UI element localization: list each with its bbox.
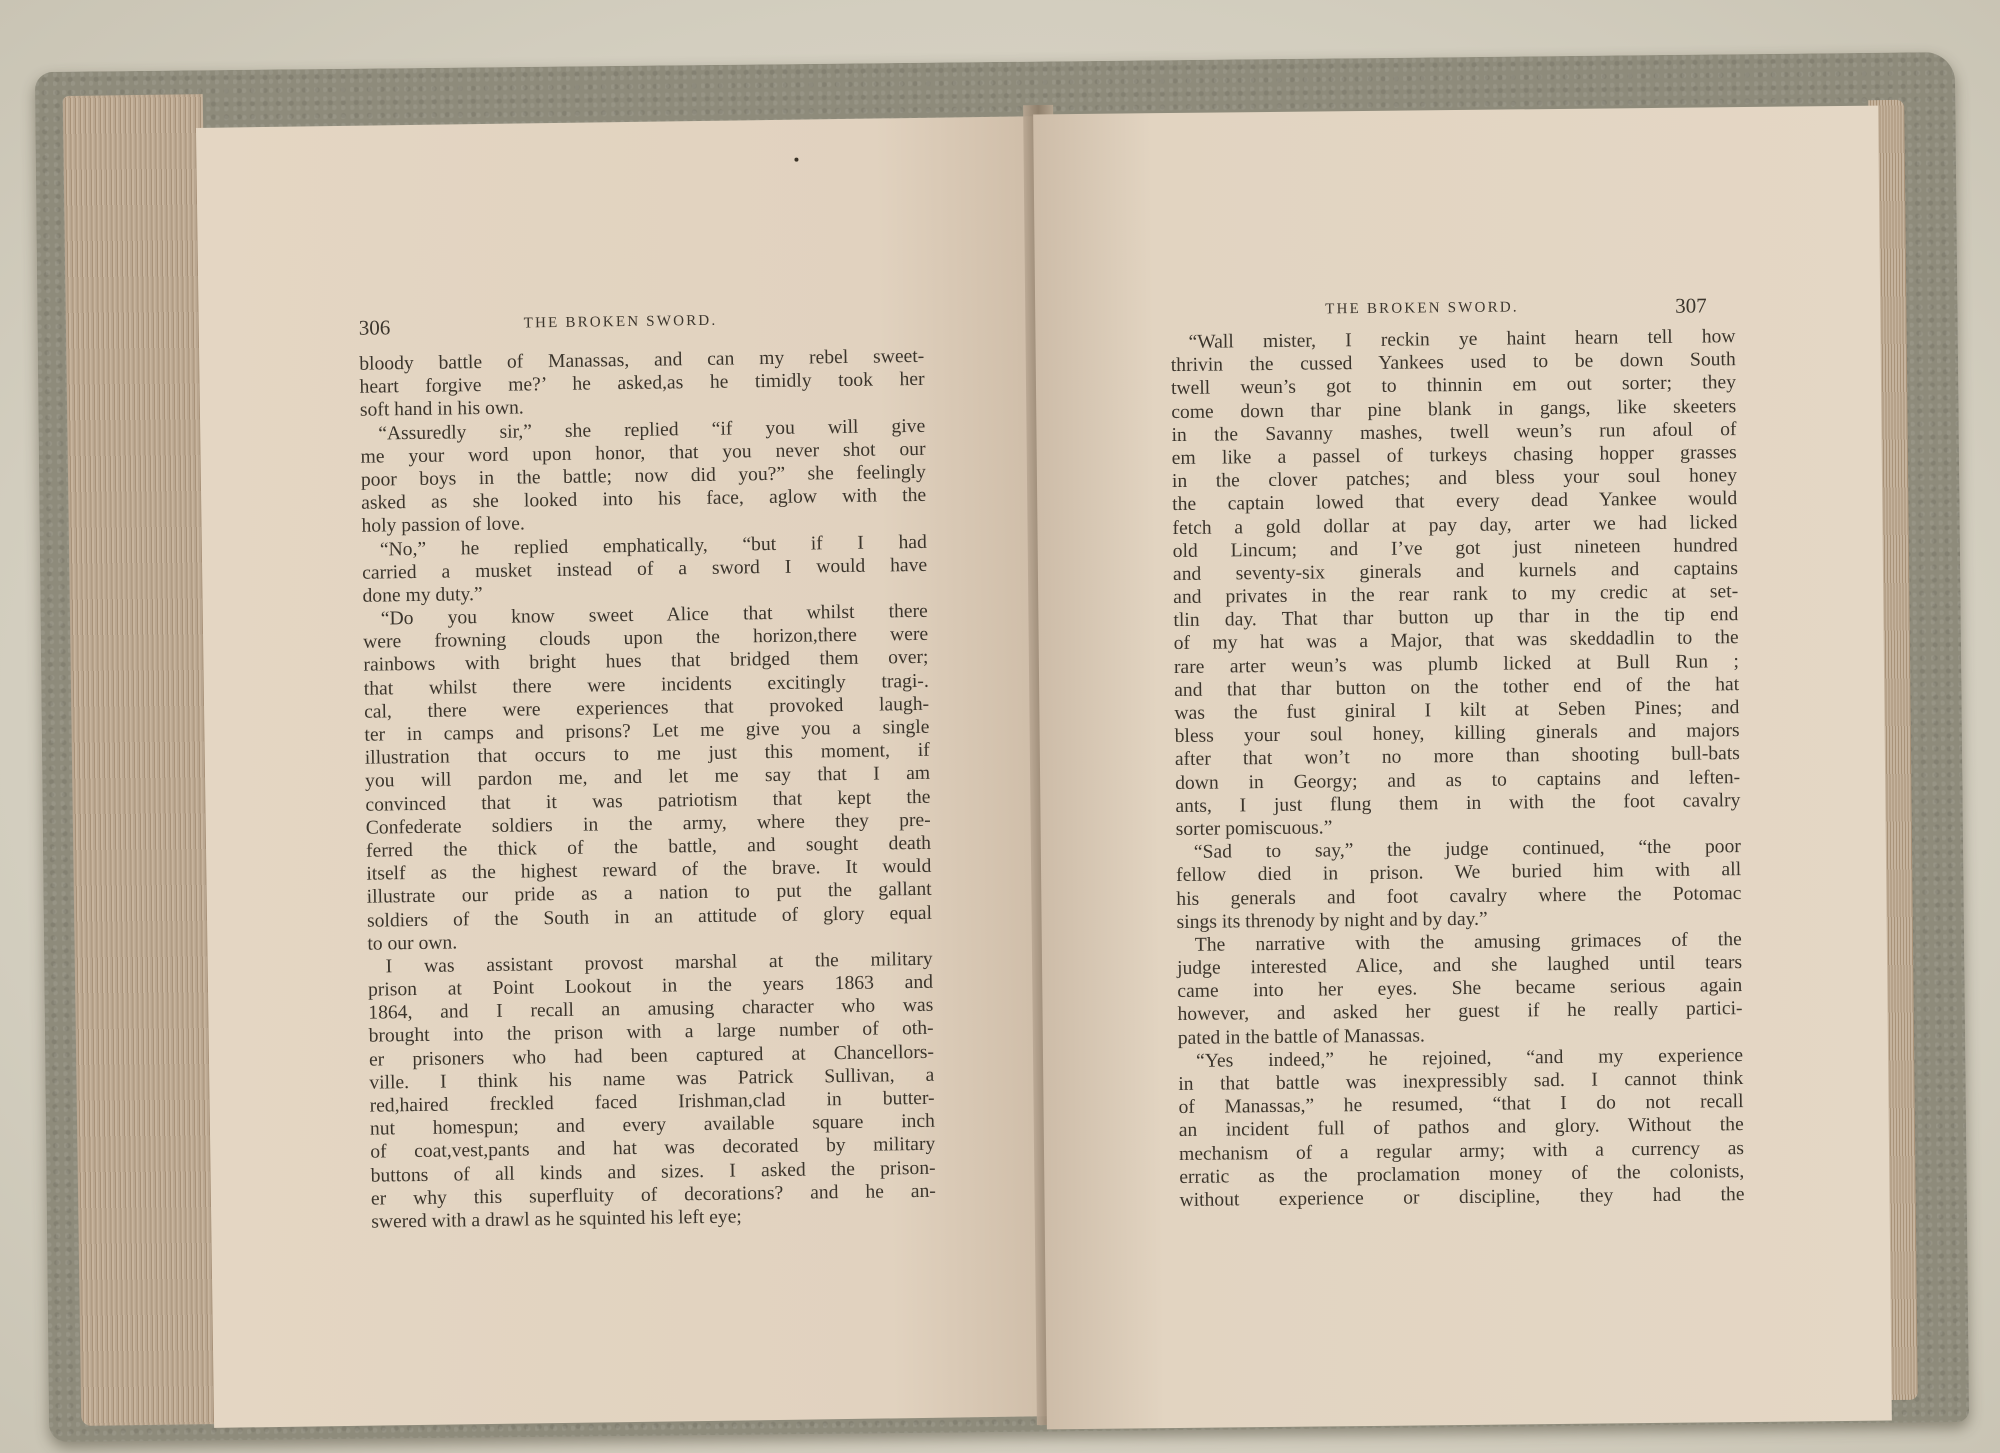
text-line: “Sad to say,” the judge continued, “the poor	[1193, 836, 1741, 863]
text-line: down in Georgy; and as to captains and leften-	[1175, 766, 1741, 794]
text-line: heart forgive me?’ he asked,as he timidly took her	[359, 369, 925, 398]
text-line: ville. I think his name was Patrick Sullivan, a	[369, 1064, 935, 1094]
text-line: illustration that occurs to me just this moment, if	[364, 740, 930, 769]
left-page	[196, 116, 1064, 1428]
text-line: erratic as the proclamation money of the colonists,	[1179, 1160, 1745, 1188]
text-line: sings its threnody by night and by day.”	[1176, 908, 1488, 933]
text-line: in the Savanny mashes, twell weun’s run afoul of	[1171, 418, 1737, 446]
text-line: rare arter weun’s was plumb licked at Bull Run ;	[1173, 650, 1740, 678]
text-line: twell weun’s got to thinnin em out sorter; they	[1170, 372, 1737, 400]
text-line: Confederate soldiers in the army, where they pre-	[365, 809, 931, 839]
text-line: done my duty.”	[362, 583, 483, 607]
text-line: came into her eyes. She became serious again	[1177, 975, 1743, 1003]
text-line: mechanism of a regular army; with a currency as	[1178, 1137, 1745, 1165]
text-line: tlin day. That thar button up thar in the tip end	[1173, 604, 1739, 632]
text-line: an incident full of pathos and glory. Without the	[1178, 1114, 1744, 1142]
text-line: prison at Point Lookout in the years 1863 and	[367, 971, 934, 1001]
text-line: sorter pomiscuous.”	[1175, 817, 1333, 840]
text-line: ants, I just flung them in with the foot cavalry	[1175, 789, 1741, 817]
text-line: was the fust giniral I kilt at Seben Pines; and	[1174, 697, 1740, 725]
text-line: in that battle was inexpressibly sad. I cannot think	[1178, 1068, 1744, 1095]
text-line: ter in camps and prisons? Let me give you a single	[364, 716, 930, 746]
text-line: I was assistant provost marshal at the military	[385, 948, 933, 978]
text-line: me your word upon honor, that you never shot our	[360, 438, 926, 468]
right-page-body	[1170, 325, 1744, 1212]
text-line: to our own.	[367, 932, 458, 955]
text-line: you will pardon me, and let me say that I am	[364, 763, 931, 793]
text-line: em like a passel of turkeys chasing hopper grasses	[1171, 442, 1737, 469]
text-line: asked as she looked into his face, aglow with the	[361, 484, 927, 514]
text-line: “Assuredly sir,” she replied “if you will give	[378, 415, 926, 445]
text-line: fetch a gold dollar at pay day, arter we had licked	[1172, 511, 1738, 539]
text-line: pated in the battle of Manassas.	[1177, 1025, 1425, 1049]
text-line: judge interested Alice, and she laughed until tears	[1176, 952, 1743, 980]
text-line: itself as the highest reward of the brave. It would	[366, 855, 932, 885]
text-line: soft hand in his own.	[359, 397, 524, 422]
text-line: er prisoners who had been captured at Chancellors-	[368, 1041, 935, 1071]
text-line: soldiers of the South in an attitude of glory equal	[366, 902, 933, 932]
text-line: bless your soul honey, killing ginerals and majors	[1174, 720, 1740, 748]
text-line: nut homespun; and every available square inch	[369, 1110, 936, 1140]
page-number-right: 307	[1675, 293, 1707, 318]
text-line: bloody battle of Manassas, and can my rebel sweet-	[359, 345, 925, 375]
text-line: ferred the thick of the battle, and sought death	[365, 832, 932, 862]
running-head-left: THE BROKEN SWORD.	[523, 312, 718, 332]
left-page-body	[359, 345, 936, 1234]
text-line: poor boys in the battle; now did you?” she feelingly	[360, 461, 926, 491]
text-line: illustrate our pride as a nation to put the gallant	[366, 879, 932, 908]
text-line: 1864, and I recall an amusing character who was	[368, 995, 934, 1024]
ink-speck	[794, 158, 798, 162]
text-line: red,haired freckled faced Irishman,clad in butter-	[369, 1087, 935, 1117]
text-line: and seventy-six ginerals and kurnels and captains	[1172, 557, 1739, 585]
text-line: after that won’t no more than shooting bull-bats	[1174, 743, 1740, 771]
text-line: old Lincum; and I’ve got just nineteen hundred	[1172, 534, 1738, 562]
page-number-left: 306	[358, 315, 391, 340]
text-line: “Wall mister, I reckin ye haint hearn tell how	[1188, 326, 1736, 353]
text-line: and privates in the rear rank to my credic at set-	[1173, 581, 1739, 609]
text-line: holy passion of love.	[361, 513, 525, 538]
text-line: were frowning clouds upon the horizon,there were	[363, 624, 929, 653]
text-line: carried a musket instead of a sword I would have	[362, 554, 928, 584]
text-line: fellow died in prison. We buried him with all	[1176, 859, 1742, 887]
text-line: “No,” he replied emphatically, “but if I had	[379, 531, 927, 560]
text-line: however, and asked her guest if he really partici-	[1177, 998, 1743, 1026]
text-line: brought into the prison with a large number of oth-	[368, 1018, 934, 1048]
text-line: his generals and foot cavalry where the Potomac	[1176, 882, 1742, 910]
running-head-right: THE BROKEN SWORD.	[1325, 299, 1519, 318]
text-line: cal, there were experiences that provoked laugh-	[363, 693, 930, 723]
text-line: The narrative with the amusing grimaces of the	[1194, 928, 1742, 956]
right-page	[1033, 106, 1892, 1430]
text-line: er why this superfluity of decorations? and he an-	[370, 1180, 937, 1210]
text-line: of coat,vest,pants and hat was decorated by military	[370, 1134, 936, 1164]
text-line: “Do you know sweet Alice that whilst there	[380, 600, 928, 630]
text-line: that whilst there were incidents excitingly tragi-.	[363, 670, 929, 700]
text-line: the captain lowed that every dead Yankee would	[1172, 488, 1738, 516]
text-line: convinced that it was patriotism that kept the	[365, 786, 931, 816]
text-line: and that thar button on the tother end of the hat	[1174, 673, 1740, 701]
text-line: “Yes indeed,” he rejoined, “and my experience	[1195, 1044, 1744, 1072]
text-line: swered with a drawl as he squinted his left eye;	[371, 1206, 742, 1233]
text-line: of Manassas,” he resumed, “that I do not recall	[1178, 1091, 1744, 1119]
text-line: of my hat was a Major, that was skeddadlin to the	[1173, 627, 1739, 655]
text-line: rainbows with bright hues that bridged them over;	[363, 647, 929, 677]
text-line: without experience or discipline, they had the	[1179, 1184, 1745, 1211]
text-line: thrivin the cussed Yankees used to be down South	[1170, 349, 1736, 377]
text-line: come down thar pine blank in gangs, like skeeters	[1171, 395, 1737, 423]
text-line: in the clover patches; and bless your soul honey	[1171, 465, 1738, 493]
text-line: buttons of all kinds and sizes. I asked the prison-	[370, 1157, 936, 1187]
